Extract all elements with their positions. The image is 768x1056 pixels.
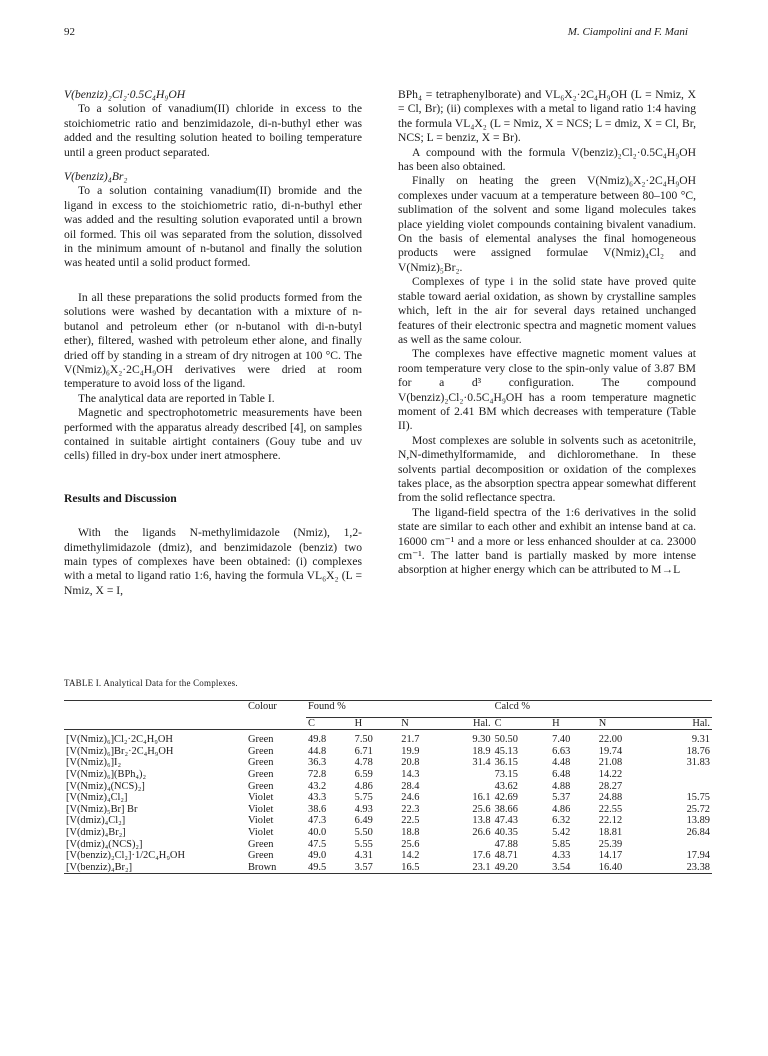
found-c-cell: 36.3 (308, 757, 327, 769)
paragraph: In all these preparations the solid products formed from the solutions were washed by decantation with a mixture of n-butanol and petroleum ether (or n-butanol with di-n-butyl ether), filtered, washed with petroleum ether alone, and finally dried off by standing in a stream of dry nitrogen at 100 °C. The V(Nmiz)₆X₂·2C₄H₉OH derivatives were dried at room temperature to avoid loss of the ligand. (64, 290, 362, 391)
calcd-n-cell: 22.12 (598, 815, 623, 827)
header-found-h: H (353, 717, 400, 730)
found-c-cell: 72.8 (308, 768, 327, 780)
right-column (398, 88, 696, 578)
compound-cell: [V(Nmiz)₆]Cl₂·2C₄H₉OH (66, 734, 173, 746)
found-h-cell: 3.57 (353, 862, 400, 874)
colour-cell: Brown (246, 862, 306, 874)
table-row (64, 815, 712, 827)
calcd-n-cell: 25.39 (598, 838, 623, 850)
table-row (64, 839, 712, 851)
found-n-cell: 25.6 (401, 838, 420, 850)
header-found-hal: Hal. (446, 717, 493, 730)
paragraph: The ligand-field spectra of the 1:6 derivatives in the solid state are similar to each other and exhibit an intense band at ca. 16000 cm⁻¹ and a more or less enhanced shoulder at ca. 23000 cm⁻¹. The latter band is partially masked by more intense absorption at higher energy which can be attributed to M→L (398, 505, 696, 577)
table-row (64, 792, 712, 804)
calcd-c-cell: 47.88 (494, 838, 518, 850)
calcd-c-cell: 47.43 (494, 815, 518, 827)
found-n-cell: 22.5 (401, 815, 420, 827)
compound-cell: [V(Nmiz)₆](BPh₄)₂ (66, 768, 147, 780)
paragraph: Most complexes are soluble in solvents such as acetonitrile, N,N-dimethylformamide, and dichloromethane. In these solvents partial decomposition or oxidation of the complexes takes place, as the absorption spectra appear somewhat different from the solid reflectance spectra. (398, 433, 696, 505)
calcd-n-cell: 28.27 (598, 780, 623, 792)
found-hal-cell: 26.6 (472, 826, 491, 838)
calcd-hal-cell: 26.84 (686, 826, 710, 838)
calcd-n-cell: 19.74 (598, 745, 623, 757)
found-n-cell: 14.2 (401, 850, 420, 862)
calcd-hal-cell (654, 839, 712, 851)
calcd-h-cell: 4.33 (552, 850, 571, 862)
found-hal-cell: 9.30 (472, 734, 491, 746)
calcd-hal-cell: 15.75 (686, 792, 710, 804)
table-row (64, 757, 712, 769)
calcd-c-cell: 50.50 (494, 734, 518, 746)
found-c-cell: 43.2 (308, 780, 327, 792)
compound-cell: [V(benziz)₄Br₂] (64, 862, 246, 874)
header-found-c: C (306, 717, 353, 730)
calcd-c-cell: 45.13 (494, 745, 518, 757)
found-hal-cell: 23.1 (446, 862, 493, 874)
analytical-data-table (64, 700, 712, 874)
calcd-c-cell: 36.15 (494, 757, 518, 769)
found-c-cell: 49.8 (308, 734, 327, 746)
calcd-c-cell: 73.15 (494, 768, 518, 780)
left-column (64, 88, 362, 598)
paragraph: The complexes have effective magnetic moment values at room temperature very close to the spin-only value of 3.87 BM for a d³ configuration. The compound V(benziz)₂Cl₂·0.5C₄H₉OH has a room temperature magnetic moment of 2.41 BM which decreases with temperature (Table II). (398, 347, 696, 433)
paragraph: To a solution of vanadium(II) chloride in excess to the stoichiometric ratio and benzimidazole, di-n-buthyl ether was added and the resulting solution heated to boiling temperature until a green product separated. (64, 102, 362, 159)
compound-cell: [V(dmiz)₄(NCS)₂] (66, 838, 143, 850)
header-calcd-c: C (493, 717, 551, 730)
colour-cell: Violet (248, 792, 274, 804)
calcd-hal-cell: 25.72 (686, 803, 710, 815)
header-calcd: Calcd % (493, 701, 712, 713)
found-n-cell: 20.8 (401, 757, 420, 769)
header-found: Found % (306, 701, 493, 713)
page-number: 92 (64, 26, 75, 38)
found-h-cell: 4.31 (354, 850, 373, 862)
calcd-hal-cell: 18.76 (686, 745, 710, 757)
calcd-h-cell: 6.32 (552, 815, 571, 827)
colour-cell: Green (248, 780, 274, 792)
found-hal-cell (446, 769, 493, 781)
table-row (64, 850, 712, 862)
found-n-cell: 16.5 (399, 862, 446, 874)
calcd-n-cell: 16.40 (597, 862, 655, 874)
found-c-cell: 40.0 (308, 826, 327, 838)
paragraph: Complexes of type i in the solid state have proved quite stable toward aerial oxidation, as shown by crystalline samples which, left in the air for several days retained unchanged features of their electronic spectra and magnetic moment values as well as the same colour. (398, 275, 696, 346)
paragraph: Magnetic and spectrophotometric measurements have been performed with the apparatus already described [4], on samples contained in suitable airtight containers (Gouy tube and uv cells) filled in dry-box under inert atmosphere. (64, 406, 362, 463)
calcd-h-cell: 5.85 (552, 838, 571, 850)
found-n-cell: 14.3 (401, 768, 420, 780)
found-h-cell: 5.50 (354, 826, 373, 838)
colour-cell: Violet (248, 826, 274, 838)
calcd-hal-cell: 17.94 (686, 850, 710, 862)
colour-cell: Violet (248, 815, 274, 827)
table-row (64, 769, 712, 781)
calcd-hal-cell: 23.38 (654, 862, 712, 874)
section-heading: Results and Discussion (64, 491, 177, 505)
found-h-cell: 5.75 (354, 792, 373, 804)
calcd-h-cell: 5.37 (552, 792, 571, 804)
found-h-cell: 6.49 (354, 815, 373, 827)
calcd-hal-cell: 9.31 (691, 734, 710, 746)
calcd-c-cell: 40.35 (494, 826, 518, 838)
calcd-hal-cell (654, 781, 712, 793)
calcd-n-cell: 22.00 (598, 734, 623, 746)
found-hal-cell: 13.8 (472, 815, 491, 827)
compound-cell: [V(Nmiz)₆]Br₂·2C₄H₉OH (66, 745, 174, 757)
found-hal-cell: 25.6 (472, 803, 491, 815)
found-h-cell: 5.55 (354, 838, 373, 850)
found-c-cell: 49.0 (308, 850, 327, 862)
calcd-c-cell: 48.71 (494, 850, 518, 862)
found-h-cell: 7.50 (354, 734, 373, 746)
compound-cell: [V(Nmiz)₄(NCS)₂] (66, 780, 145, 792)
table-row (64, 862, 712, 874)
found-n-cell: 18.8 (401, 826, 420, 838)
calcd-c-cell: 38.66 (494, 803, 518, 815)
prep-title-benziz-br: V(benziz)₄Br₂ (64, 170, 128, 184)
calcd-n-cell: 18.81 (598, 826, 623, 838)
calcd-h-cell: 6.63 (552, 745, 571, 757)
header-colour: Colour (246, 701, 306, 713)
found-hal-cell: 17.6 (472, 850, 491, 862)
found-hal-cell: 31.4 (472, 757, 491, 769)
colour-cell: Green (248, 757, 274, 769)
paragraph: Finally on heating the green V(Nmiz)₆X₂·2C₄H₉OH complexes under vacuum at a temperature between 80–100 °C, sublimation of the solvent and some ligand molecules takes place yielding violet compounds containing bivalent vanadium. On the basis of elemental analyses the final homogeneous products were assigned formulae V(Nmiz)₄Cl₂ and V(Nmiz)₅Br₂. (398, 174, 696, 274)
calcd-n-cell: 24.88 (598, 792, 623, 804)
found-n-cell: 19.9 (401, 745, 420, 757)
table-row (64, 746, 712, 758)
calcd-hal-cell: 13.89 (686, 815, 710, 827)
calcd-hal-cell (654, 769, 712, 781)
found-c-cell: 49.5 (306, 862, 353, 874)
paragraph: To a solution containing vanadium(II) bromide and the ligand in excess to the stoichiometric ratio, di-n-buthyl ether was added and the resulting solution evaporated until a brown oil formed. This oil was separated from the solution, dissolved in the minimum amount of n-butanol and finally the solution was heated until a solid product formed. (64, 184, 362, 270)
compound-cell: [V(Nmiz)₅Br] Br (66, 803, 138, 815)
table-row (64, 781, 712, 793)
prep-title-benziz-cl: V(benziz)₂Cl₂·0.5C₄H₉OH (64, 88, 186, 101)
calcd-c-cell: 43.62 (494, 780, 518, 792)
calcd-n-cell: 14.17 (598, 850, 623, 862)
table-row (64, 827, 712, 839)
compound-cell: [V(dmiz)₄Br₂] (66, 826, 126, 838)
found-hal-cell (446, 781, 493, 793)
found-n-cell: 28.4 (401, 780, 420, 792)
found-c-cell: 47.5 (308, 838, 327, 850)
compound-cell: [V(Nmiz)₆]I₂ (66, 757, 122, 769)
found-hal-cell: 16.1 (472, 792, 491, 804)
found-c-cell: 43.3 (308, 792, 327, 804)
calcd-c-cell: 42.69 (494, 792, 518, 804)
paragraph: A compound with the formula V(benziz)₂Cl₂·0.5C₄H₉OH has been also obtained. (398, 145, 696, 174)
paragraph: With the ligands N-methylimidazole (Nmiz), 1,2-dimethylimidazole (dmiz), and benzimidazole (benziz) two main types of complexes have been obtained: (i) complexes with a metal to ligand ratio 1:6, having the formula VL₆X₂ (L = Nmiz, X = I, (64, 526, 362, 597)
calcd-h-cell: 4.48 (552, 757, 571, 769)
compound-cell: [V(Nmiz)₄Cl₂] (66, 792, 128, 804)
table-row (64, 804, 712, 816)
found-c-cell: 47.3 (308, 815, 327, 827)
found-c-cell: 44.8 (308, 745, 327, 757)
calcd-c-cell: 49.20 (493, 862, 551, 874)
table-row (64, 730, 712, 746)
found-h-cell: 4.86 (354, 780, 373, 792)
compound-cell: [V(benziz)₂Cl₂]·1/2C₄H₉OH (66, 850, 185, 862)
header-calcd-hal: Hal. (654, 717, 712, 730)
found-n-cell: 21.7 (401, 734, 420, 746)
calcd-h-cell: 4.86 (552, 803, 571, 815)
paragraph: The analytical data are reported in Table I. (78, 391, 275, 405)
calcd-n-cell: 22.55 (598, 803, 623, 815)
calcd-h-cell: 6.48 (552, 768, 571, 780)
found-h-cell: 4.93 (354, 803, 373, 815)
found-hal-cell: 18.9 (472, 745, 491, 757)
found-c-cell: 38.6 (308, 803, 327, 815)
found-h-cell: 6.71 (354, 745, 373, 757)
header-found-n: N (399, 717, 446, 730)
header-calcd-n: N (597, 717, 655, 730)
colour-cell: Green (248, 734, 274, 746)
colour-cell: Green (248, 850, 274, 862)
calcd-h-cell: 5.42 (552, 826, 571, 838)
found-h-cell: 4.78 (354, 757, 373, 769)
table-caption: TABLE I. Analytical Data for the Complexes. (64, 678, 238, 688)
found-n-cell: 22.3 (401, 803, 420, 815)
found-n-cell: 24.6 (401, 792, 420, 804)
calcd-n-cell: 21.08 (598, 757, 623, 769)
colour-cell: Green (248, 745, 274, 757)
calcd-h-cell: 4.88 (552, 780, 571, 792)
found-hal-cell (446, 839, 493, 851)
colour-cell: Green (248, 838, 274, 850)
header-calcd-h: H (550, 717, 597, 730)
calcd-h-cell: 3.54 (550, 862, 597, 874)
running-head: M. Ciampolini and F. Mani (567, 26, 688, 38)
colour-cell: Violet (248, 803, 274, 815)
compound-cell: [V(dmiz)₄Cl₂] (66, 815, 126, 827)
colour-cell: Green (248, 768, 274, 780)
calcd-n-cell: 14.22 (598, 768, 623, 780)
calcd-h-cell: 7.40 (552, 734, 571, 746)
found-h-cell: 6.59 (354, 768, 373, 780)
paragraph: BPh₄ = tetraphenylborate) and VL₆X₂·2C₄H₉OH (L = Nmiz, X = Cl, Br); (ii) complexes with a metal to ligand ratio 1:4 having the formula VL₄X₂ (L = Nmiz, X = NCS; L = dmiz, X = Cl, Br, NCS; L = benziz, X = Br). (398, 88, 696, 145)
calcd-hal-cell: 31.83 (686, 757, 710, 769)
